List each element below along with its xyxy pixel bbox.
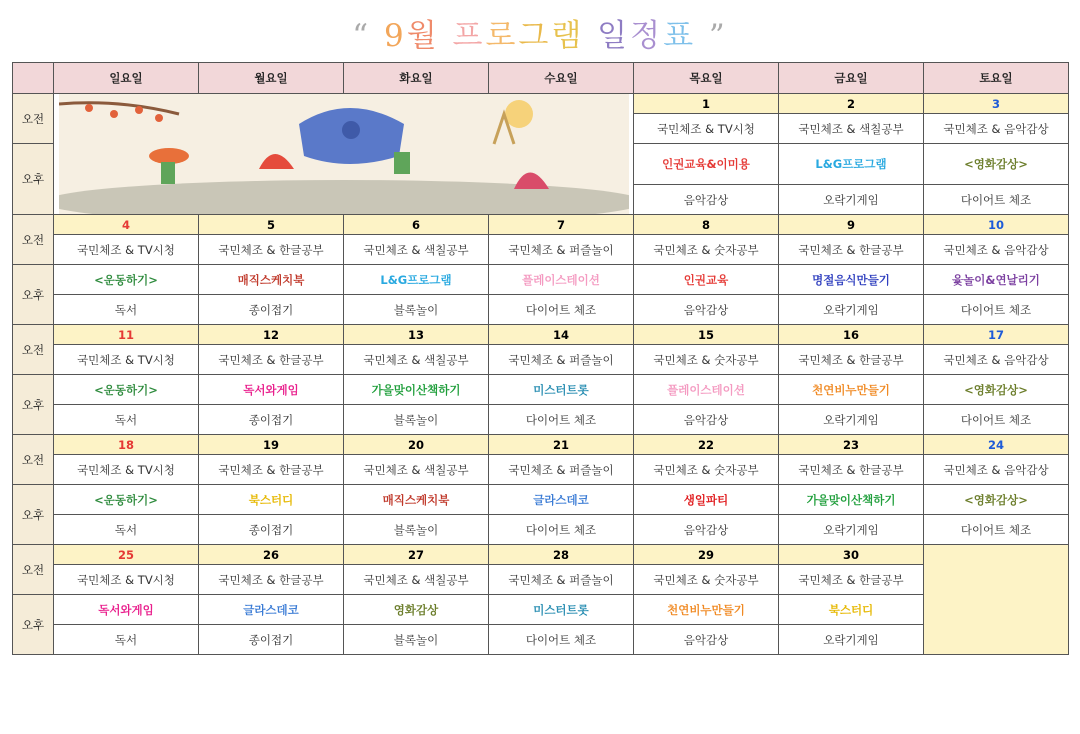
- activity-cell: 블록놀이: [344, 295, 489, 325]
- activity-cell: 다이어트 체조: [924, 405, 1069, 435]
- day-header-wed: 수요일: [489, 63, 634, 94]
- title-char: “: [352, 18, 384, 54]
- date-cell: 16: [779, 325, 924, 345]
- corner-cell: [13, 63, 54, 94]
- special-activity-cell: 가을맞이산책하기: [344, 375, 489, 405]
- date-cell: 11: [54, 325, 199, 345]
- header-row: [13, 63, 1069, 94]
- title-char: 로: [485, 18, 519, 54]
- activity-cell: 국민체조 & 색칠공부: [344, 345, 489, 375]
- date-cell: 29: [634, 545, 779, 565]
- date-cell: 12: [199, 325, 344, 345]
- period-pm: 오후: [13, 485, 54, 545]
- activity-cell: 국민체조 & 음악감상: [924, 345, 1069, 375]
- activity-cell: 국민체조 & 음악감상: [924, 235, 1069, 265]
- date-row: [13, 325, 1069, 345]
- date-cell: 15: [634, 325, 779, 345]
- date-cell: 2: [779, 94, 924, 114]
- special-activity-cell: 매직스케치북: [344, 485, 489, 515]
- special-activity-cell: 인권교육: [634, 265, 779, 295]
- title-char: ”: [696, 18, 728, 54]
- period-pm: 오후: [13, 144, 54, 215]
- special-activity-cell: <영화감상>: [924, 144, 1069, 185]
- activity-cell: 국민체조 & 한글공부: [199, 235, 344, 265]
- am-row: [13, 235, 1069, 265]
- empty-cell: [924, 545, 1069, 655]
- special-activity-cell: <영화감상>: [924, 375, 1069, 405]
- date-cell: 9: [779, 215, 924, 235]
- special-activity-cell: 매직스케치북: [199, 265, 344, 295]
- week1-date-row: [13, 94, 1069, 114]
- activity-cell: 국민체조 & TV시청: [54, 345, 199, 375]
- date-cell: 8: [634, 215, 779, 235]
- date-cell: 30: [779, 545, 924, 565]
- special-activity-cell: 글라스데코: [489, 485, 634, 515]
- chuseok-banner: [54, 94, 634, 215]
- date-cell: 6: [344, 215, 489, 235]
- special-activity-cell: 플레이스테이션: [634, 375, 779, 405]
- activity-cell: 독서: [54, 625, 199, 655]
- special-activity-cell: 인권교육&이미용: [634, 144, 779, 185]
- special-activity-cell: 생일파티: [634, 485, 779, 515]
- period-pm: 오후: [13, 375, 54, 435]
- activity-cell: 국민체조 & 색칠공부: [344, 235, 489, 265]
- date-cell: 27: [344, 545, 489, 565]
- date-cell: 7: [489, 215, 634, 235]
- activity-cell: 국민체조 & TV시청: [634, 114, 779, 144]
- activity-cell: 오락기게임: [779, 295, 924, 325]
- date-cell: 10: [924, 215, 1069, 235]
- activity-cell: 국민체조 & TV시청: [54, 235, 199, 265]
- period-am: 오전: [13, 325, 54, 375]
- activity-cell: 국민체조 & 한글공부: [199, 345, 344, 375]
- am-row: [13, 345, 1069, 375]
- date-cell: 17: [924, 325, 1069, 345]
- pm2-row: [13, 295, 1069, 325]
- activity-cell: 국민체조 & 퍼즐놀이: [489, 235, 634, 265]
- title-char: 일: [597, 18, 631, 54]
- activity-cell: 국민체조 & TV시청: [54, 565, 199, 595]
- special-activity-cell: 플레이스테이션: [489, 265, 634, 295]
- day-header-sun: 일요일: [54, 63, 199, 94]
- special-activity-cell: 독서와게임: [54, 595, 199, 625]
- date-cell: 1: [634, 94, 779, 114]
- schedule-table: [12, 62, 1069, 655]
- pm1-row: [13, 485, 1069, 515]
- activity-cell: 종이접기: [199, 295, 344, 325]
- date-cell: 5: [199, 215, 344, 235]
- period-am: 오전: [13, 215, 54, 265]
- activity-cell: 국민체조 & 한글공부: [779, 345, 924, 375]
- date-cell: 3: [924, 94, 1069, 114]
- special-activity-cell: 천연비누만들기: [634, 595, 779, 625]
- title-char: 프: [452, 18, 486, 54]
- pm1-row: [13, 375, 1069, 405]
- activity-cell: 다이어트 체조: [924, 185, 1069, 215]
- activity-cell: 블록놀이: [344, 405, 489, 435]
- date-cell: 28: [489, 545, 634, 565]
- activity-cell: 오락기게임: [779, 625, 924, 655]
- period-am: 오전: [13, 94, 54, 144]
- date-cell: 23: [779, 435, 924, 455]
- title-char: 월: [406, 18, 453, 54]
- activity-cell: 국민체조 & 음악감상: [924, 114, 1069, 144]
- date-cell: 14: [489, 325, 634, 345]
- activity-cell: 음악감상: [634, 295, 779, 325]
- special-activity-cell: 윷놀이&연날리기: [924, 265, 1069, 295]
- activity-cell: 국민체조 & 한글공부: [779, 455, 924, 485]
- activity-cell: 블록놀이: [344, 515, 489, 545]
- activity-cell: 다이어트 체조: [489, 625, 634, 655]
- date-cell: 19: [199, 435, 344, 455]
- special-activity-cell: 독서와게임: [199, 375, 344, 405]
- special-activity-cell: 영화감상: [344, 595, 489, 625]
- special-activity-cell: L&G프로그램: [779, 144, 924, 185]
- title-char: 9: [383, 18, 407, 54]
- special-activity-cell: L&G프로그램: [344, 265, 489, 295]
- special-activity-cell: 미스터트롯: [489, 595, 634, 625]
- activity-cell: 음악감상: [634, 405, 779, 435]
- activity-cell: 독서: [54, 405, 199, 435]
- period-am: 오전: [13, 435, 54, 485]
- pm1-row: [13, 265, 1069, 295]
- special-activity-cell: <운동하기>: [54, 485, 199, 515]
- special-activity-cell: <운동하기>: [54, 375, 199, 405]
- activity-cell: 국민체조 & 음악감상: [924, 455, 1069, 485]
- activity-cell: 국민체조 & 색칠공부: [344, 455, 489, 485]
- activity-cell: 국민체조 & 한글공부: [779, 235, 924, 265]
- pm2-row: [13, 625, 1069, 655]
- date-row: [13, 435, 1069, 455]
- activity-cell: 국민체조 & 퍼즐놀이: [489, 455, 634, 485]
- am-row: [13, 455, 1069, 485]
- date-cell: 4: [54, 215, 199, 235]
- special-activity-cell: <운동하기>: [54, 265, 199, 295]
- activity-cell: 오락기게임: [779, 515, 924, 545]
- activity-cell: 종이접기: [199, 405, 344, 435]
- day-header-thu: 목요일: [634, 63, 779, 94]
- activity-cell: 독서: [54, 295, 199, 325]
- activity-cell: 국민체조 & 한글공부: [199, 565, 344, 595]
- page-title: [0, 10, 1080, 55]
- special-activity-cell: 글라스데코: [199, 595, 344, 625]
- activity-cell: 국민체조 & 색칠공부: [344, 565, 489, 595]
- activity-cell: 국민체조 & 색칠공부: [779, 114, 924, 144]
- activity-cell: 국민체조 & 숫자공부: [634, 565, 779, 595]
- activity-cell: 다이어트 체조: [489, 295, 634, 325]
- pm2-row: [13, 405, 1069, 435]
- activity-cell: 종이접기: [199, 625, 344, 655]
- special-activity-cell: 미스터트롯: [489, 375, 634, 405]
- day-header-fri: 금요일: [779, 63, 924, 94]
- activity-cell: 독서: [54, 515, 199, 545]
- pm1-row: [13, 595, 1069, 625]
- activity-cell: 국민체조 & TV시청: [54, 455, 199, 485]
- am-row: [13, 565, 1069, 595]
- activity-cell: 음악감상: [634, 515, 779, 545]
- activity-cell: 블록놀이: [344, 625, 489, 655]
- activity-cell: 오락기게임: [779, 405, 924, 435]
- activity-cell: 음악감상: [634, 185, 779, 215]
- activity-cell: 음악감상: [634, 625, 779, 655]
- activity-cell: 다이어트 체조: [924, 295, 1069, 325]
- date-cell: 24: [924, 435, 1069, 455]
- title-char: 표: [663, 18, 697, 54]
- activity-cell: 종이접기: [199, 515, 344, 545]
- day-header-sat: 토요일: [924, 63, 1069, 94]
- date-cell: 18: [54, 435, 199, 455]
- title-char: 정: [630, 18, 664, 54]
- title-char: 램: [551, 18, 598, 54]
- special-activity-cell: <영화감상>: [924, 485, 1069, 515]
- day-header-mon: 월요일: [199, 63, 344, 94]
- activity-cell: 다이어트 체조: [924, 515, 1069, 545]
- date-cell: 20: [344, 435, 489, 455]
- activity-cell: 국민체조 & 한글공부: [199, 455, 344, 485]
- activity-cell: 국민체조 & 숫자공부: [634, 345, 779, 375]
- date-cell: 13: [344, 325, 489, 345]
- chuseok-illustration: [59, 94, 629, 214]
- activity-cell: 국민체조 & 한글공부: [779, 565, 924, 595]
- day-header-tue: 화요일: [344, 63, 489, 94]
- activity-cell: 다이어트 체조: [489, 515, 634, 545]
- activity-cell: 오락기게임: [779, 185, 924, 215]
- date-cell: 22: [634, 435, 779, 455]
- date-cell: 25: [54, 545, 199, 565]
- activity-cell: 다이어트 체조: [489, 405, 634, 435]
- date-row: [13, 545, 1069, 565]
- special-activity-cell: 가을맞이산책하기: [779, 485, 924, 515]
- period-am: 오전: [13, 545, 54, 595]
- period-pm: 오후: [13, 595, 54, 655]
- pm2-row: [13, 515, 1069, 545]
- date-cell: 21: [489, 435, 634, 455]
- special-activity-cell: 북스터디: [779, 595, 924, 625]
- special-activity-cell: 북스터디: [199, 485, 344, 515]
- special-activity-cell: 천연비누만들기: [779, 375, 924, 405]
- activity-cell: 국민체조 & 퍼즐놀이: [489, 345, 634, 375]
- period-pm: 오후: [13, 265, 54, 325]
- special-activity-cell: 명절음식만들기: [779, 265, 924, 295]
- activity-cell: 국민체조 & 숫자공부: [634, 235, 779, 265]
- activity-cell: 국민체조 & 숫자공부: [634, 455, 779, 485]
- date-cell: 26: [199, 545, 344, 565]
- date-row: [13, 215, 1069, 235]
- activity-cell: 국민체조 & 퍼즐놀이: [489, 565, 634, 595]
- title-char: 그: [518, 18, 552, 54]
